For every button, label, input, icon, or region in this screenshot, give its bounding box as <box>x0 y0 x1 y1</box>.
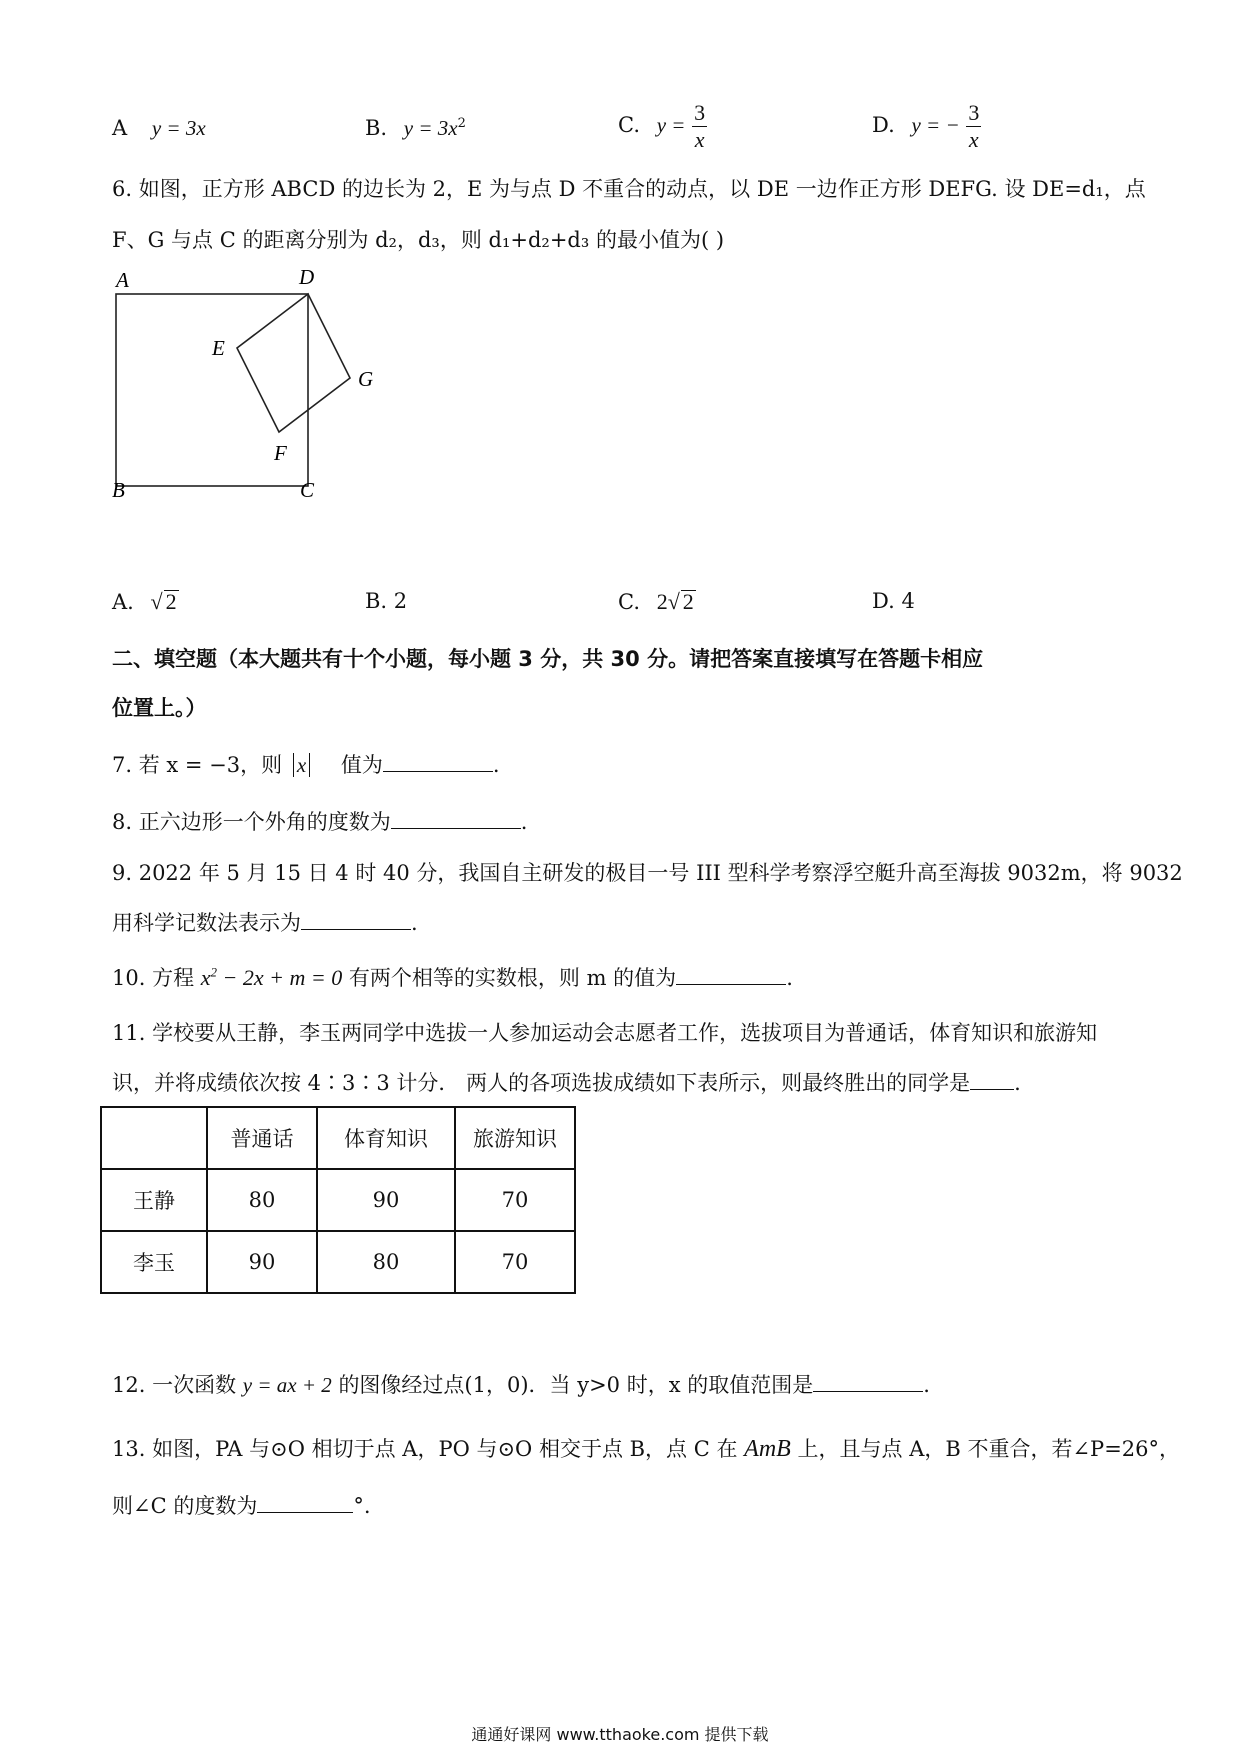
question-text: 12. 一次函数 <box>112 1373 237 1397</box>
question-text: 有两个相等的实数根，则 m 的值为 <box>348 966 677 990</box>
table-cell: 王静 <box>101 1169 207 1231</box>
answer-blank[interactable] <box>301 911 411 930</box>
question-text: 8. 正六边形一个外角的度数为 <box>112 810 391 834</box>
question-text: 13. 如图，PA 与⊙O 相切于点 A，PO 与⊙O 相交于点 B，点 C 在 <box>112 1437 738 1461</box>
score-table <box>100 1106 576 1294</box>
table-row <box>101 1169 575 1231</box>
answer-blank[interactable] <box>676 966 786 985</box>
punctuation: . <box>520 810 528 834</box>
option-label: C. <box>618 113 640 137</box>
question-text: 用科学记数法表示为 <box>112 911 301 935</box>
table-cell: 90 <box>207 1231 317 1293</box>
q6-line1: 6. 如图，正方形 ABCD 的边长为 2，E 为与点 D 不重合的动点，以 DE 一边作正方形 DEFG. 设 DE=d₁，点 <box>112 177 1146 201</box>
q9-line1: 9. 2022 年 5 月 15 日 4 时 40 分，我国自主研发的极目一号 III 型科学考察浮空艇升高至海拔 9032m，将 9032 <box>112 861 1183 885</box>
sqrt-expr: √ 2 <box>150 589 177 614</box>
label-e: E <box>212 336 225 360</box>
q11-line1: 11. 学校要从王静，李玉两同学中选拔一人参加运动会志愿者工作，选拔项目为普通话，体育知识和旅游知 <box>112 1021 1098 1045</box>
answer-blank[interactable] <box>970 1071 1014 1090</box>
eq-var: x <box>200 965 211 990</box>
arc-label: AmB <box>744 1436 791 1462</box>
table-cell: 70 <box>455 1231 575 1293</box>
section-heading-line2: 位置上。） <box>112 696 207 720</box>
q6-option-b: B. 2 <box>365 589 408 613</box>
table-header-cell: 旅游知识 <box>455 1107 575 1169</box>
q5-option-a <box>112 116 206 141</box>
q13-line2 <box>112 1490 371 1520</box>
superscript: 2 <box>457 116 466 131</box>
table-header-cell <box>101 1107 207 1169</box>
q5-option-c <box>618 100 707 153</box>
equation: y = ax + 2 <box>242 1373 332 1397</box>
q5-option-b <box>365 116 466 141</box>
punctuation: . <box>1014 1071 1021 1095</box>
q9-line2 <box>112 907 418 937</box>
option-label: D. <box>872 113 895 137</box>
answer-blank[interactable] <box>391 810 521 829</box>
page-footer: 通通好课网 www.tthaoke.com 提供下载 <box>471 1725 769 1744</box>
q5-option-d <box>872 100 981 153</box>
q6-option-d: D. 4 <box>872 589 915 613</box>
table-cell: 70 <box>455 1169 575 1231</box>
punctuation: . <box>492 753 500 777</box>
question-text: 则∠C 的度数为 <box>112 1494 258 1518</box>
fraction <box>966 100 981 153</box>
option-label: C. <box>618 590 640 614</box>
label-d: D <box>299 265 315 289</box>
denominator: x <box>968 127 979 152</box>
coefficient: 2 <box>656 589 668 614</box>
option-label: B. <box>365 116 388 140</box>
superscript: 2 <box>210 964 218 980</box>
numerator: 3 <box>968 100 980 125</box>
label-c: C <box>300 478 315 502</box>
question-text: 7. 若 x = −3，则 <box>112 753 283 777</box>
option-expr: y = − <box>911 113 960 137</box>
punctuation: . <box>923 1373 930 1397</box>
option-label: A. <box>112 590 134 614</box>
table-header-cell: 体育知识 <box>317 1107 455 1169</box>
sqrt-expr: 2√ 2 <box>656 589 694 614</box>
q8 <box>112 806 527 836</box>
answer-blank[interactable] <box>383 753 493 772</box>
q11-line2 <box>112 1067 1021 1097</box>
square-defg <box>237 294 350 432</box>
option-expr: y = 3x <box>403 116 458 140</box>
option-expr: y = <box>656 113 686 137</box>
table-cell: 80 <box>317 1231 455 1293</box>
q10 <box>112 962 793 992</box>
question-text: 值为 <box>340 753 383 777</box>
option-expr: y = 3x <box>151 116 206 140</box>
q13-line1 <box>112 1433 1180 1463</box>
question-text: 识，并将成绩依次按 4∶3∶3 计分． 两人的各项选拔成绩如下表所示，则最终胜出的同学是 <box>112 1071 971 1095</box>
equation <box>201 965 342 990</box>
q6-figure <box>100 262 400 512</box>
q6-option-a <box>112 589 179 615</box>
punctuation: . <box>786 966 793 990</box>
label-f: F <box>274 441 287 465</box>
sqrt-radicand: 2 <box>682 589 694 614</box>
table-cell: 90 <box>317 1169 455 1231</box>
denominator: x <box>694 127 705 152</box>
label-g: G <box>358 367 374 391</box>
sqrt-radicand: 2 <box>165 589 177 614</box>
punctuation: . <box>411 911 418 935</box>
fraction <box>692 100 707 153</box>
question-text: 10. 方程 <box>112 966 195 990</box>
q12 <box>112 1369 930 1399</box>
table-header-cell: 普通话 <box>207 1107 317 1169</box>
numerator: 3 <box>694 100 706 125</box>
label-b: B <box>112 478 125 502</box>
table-row <box>101 1231 575 1293</box>
answer-blank[interactable] <box>813 1373 923 1392</box>
question-text: 的图像经过点(1，0)．当 y>0 时，x 的取值范围是 <box>338 1373 814 1397</box>
table-cell: 80 <box>207 1169 317 1231</box>
table-header-row <box>101 1107 575 1169</box>
punctuation: °. <box>353 1494 371 1518</box>
table-cell: 李玉 <box>101 1231 207 1293</box>
question-text: 上，且与点 A，B 不重合，若∠P=26°， <box>797 1437 1181 1461</box>
q7 <box>112 749 500 779</box>
label-a: A <box>116 268 129 292</box>
eq-rest: − 2x + m = 0 <box>217 965 343 990</box>
section-heading-line1: 二、填空题（本大题共有十个小题，每小题 3 分，共 30 分。请把答案直接填写在答题卡相应 <box>112 647 984 671</box>
option-label: A <box>112 116 128 140</box>
q6-line2: F、G 与点 C 的距离分别为 d₂，d₃，则 d₁+d₂+d₃ 的最小值为( ) <box>112 228 725 252</box>
abs-value: x <box>293 753 310 777</box>
answer-blank[interactable] <box>257 1494 353 1513</box>
q6-option-c <box>618 589 696 615</box>
